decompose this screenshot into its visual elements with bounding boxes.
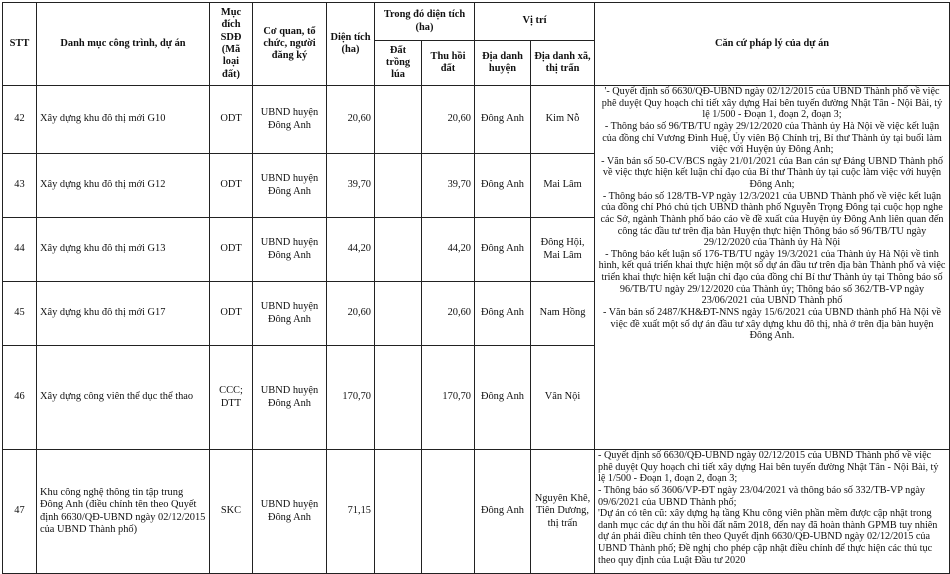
legal-basis-row-47 xyxy=(595,450,950,574)
land-use-project-table xyxy=(2,2,950,574)
legal-line: - Thông báo kết luận số 176-TB/TU ngày 19/3/2021 của Thành ủy Hà Nội về tình hình, kết quả triển khai thực hiện một số dự án đầu tư trên địa bàn Thành phố và việc triển khai thực hiện kết luận chỉ đạo của đồng chí Bí thư Thành ủy tại Thông báo số 96/TB/TU ngày 29/12/2020 của Thành ủy; Thông báo số 362/TB-VP ngày 23/06/2021 của UBND Thành phố xyxy=(598,248,946,307)
header-location: Vị trí xyxy=(475,3,595,41)
header-purpose: Mục đích SDĐ (Mã loại đất) xyxy=(210,3,253,86)
row-commune: Kim Nỗ xyxy=(531,86,595,154)
row-recovered: 170,70 xyxy=(422,346,475,450)
row-stt: 45 xyxy=(3,282,37,346)
header-project: Danh mục công trình, dự án xyxy=(37,3,210,86)
header-agency: Cơ quan, tổ chức, người đăng ký xyxy=(253,3,327,86)
row-purpose: ODT xyxy=(210,86,253,154)
row-district: Đông Anh xyxy=(475,282,531,346)
row-stt: 44 xyxy=(3,218,37,282)
row-project-name: Xây dựng khu đô thị mới G10 xyxy=(37,86,210,154)
row-rice-land xyxy=(375,218,422,282)
row-recovered: 39,70 xyxy=(422,154,475,218)
row-area: 20,60 xyxy=(327,86,375,154)
legal-line: 'Dự án có tên cũ: xây dựng hạ tầng Khu công viên phần mềm được cập nhật trong danh mục các dự án thu hồi đất năm 2018, đến nay đã hoàn thành GPMB tuy nhiên dự án phải điều chỉnh tên theo Quyết định 6630/QĐ-UBND ngày 02/12/2015 của UBND Thành phố; Đề nghị cho phép cập nhật điều chỉnh để thực hiện các thủ tục theo quy định của Luật Đầu tư 2020 xyxy=(598,508,938,566)
row-rice-land xyxy=(375,450,422,574)
row-district: Đông Anh xyxy=(475,450,531,574)
row-rice-land xyxy=(375,282,422,346)
table-row xyxy=(3,450,950,574)
row-area: 39,70 xyxy=(327,154,375,218)
legal-line: - Quyết định số 6630/QĐ-UBND ngày 02/12/2015 của UBND Thành phố về việc phê duyệt Quy hoạch chi tiết xây dựng Hai bên tuyến đường Nhật Tân - Nội Bài, tỷ lệ 1/500 - Đoạn 1, đoạn 2, đoạn 3; xyxy=(598,450,939,485)
header-in-which: Trong đó diện tích (ha) xyxy=(375,3,475,41)
row-stt: 43 xyxy=(3,154,37,218)
row-stt: 46 xyxy=(3,346,37,450)
row-commune: Nam Hồng xyxy=(531,282,595,346)
row-project-name: Xây dựng khu đô thị mới G17 xyxy=(37,282,210,346)
table-row xyxy=(3,86,950,154)
row-area: 71,15 xyxy=(327,450,375,574)
header-commune: Địa danh xã, thị trấn xyxy=(531,41,595,86)
legal-line: - Văn bản số 50-CV/BCS ngày 21/01/2021 của Ban cán sự Đảng UBND Thành phố về việc thực hiện kết luận chỉ đạo của Bí thư Thành ủy tại cuộc làm việc với huyện Đông Anh; xyxy=(601,155,943,190)
row-district: Đông Anh xyxy=(475,218,531,282)
row-purpose: SKC xyxy=(210,450,253,574)
row-purpose: CCC; DTT xyxy=(210,346,253,450)
row-purpose: ODT xyxy=(210,282,253,346)
legal-line: - Thông báo số 128/TB-VP ngày 12/3/2021 của UBND Thành phố về việc kết luận của đồng chí Phó chủ tịch UBND thành phố Nguyễn Trọng Đông tại cuộc họp nghe các Sở, ngành Thành phố báo cáo về đề xuất của Huyện ủy Đông Anh liên quan đến công tác đầu tư trên địa bàn Huyện thực hiện Thông báo số 96/TB/TU ngày 29/12/2020 của Thành ủy Hà Nội xyxy=(600,190,944,249)
row-project-name: Xây dựng khu đô thị mới G13 xyxy=(37,218,210,282)
row-area: 170,70 xyxy=(327,346,375,450)
legal-line: - Thông báo số 96/TB/TU ngày 29/12/2020 của Thành ủy Hà Nội về việc kết luận của đồng chí Vương Đình Huệ, Ủy viên Bộ Chính trị, Bí thư Thành ủy tại buổi làm việc với Huyện ủy Đông Anh; xyxy=(602,120,942,156)
header-stt: STT xyxy=(3,3,37,86)
row-district: Đông Anh xyxy=(475,86,531,154)
row-recovered: 44,20 xyxy=(422,218,475,282)
row-recovered: 20,60 xyxy=(422,86,475,154)
row-commune: Đông Hội, Mai Lâm xyxy=(531,218,595,282)
legal-basis-shared xyxy=(595,86,950,450)
row-rice-land xyxy=(375,346,422,450)
row-area: 44,20 xyxy=(327,218,375,282)
row-commune: Vân Nội xyxy=(531,346,595,450)
row-area: 20,60 xyxy=(327,282,375,346)
row-purpose: ODT xyxy=(210,218,253,282)
row-recovered xyxy=(422,450,475,574)
row-rice-land xyxy=(375,154,422,218)
legal-line: '- Quyết định số 6630/QĐ-UBND ngày 02/12/2015 của UBND Thành phố về việc phê duyệt Quy hoạch chi tiết xây dựng Hai bên tuyến đường Nhật Tân - Nội Bài, tỷ lệ 1/500 - Đoạn 1, đoạn 2, đoạn 3; xyxy=(601,86,943,121)
legal-line: - Văn bản số 2487/KH&ĐT-NNS ngày 15/6/2021 của UBND thành phố Hà Nội về việc đề xuất một số dự án đầu tư xây dựng khu đô thị, nhà ở trên địa bàn huyện Đông Anh. xyxy=(602,306,942,342)
row-agency: UBND huyện Đông Anh xyxy=(253,86,327,154)
row-commune: Mai Lâm xyxy=(531,154,595,218)
row-agency: UBND huyện Đông Anh xyxy=(253,218,327,282)
row-stt: 47 xyxy=(3,450,37,574)
row-district: Đông Anh xyxy=(475,154,531,218)
header-recovered: Thu hồi đất xyxy=(422,41,475,86)
legal-line: - Thông báo số 3606/VP-ĐT ngày 23/04/2021 và thông báo số 332/TB-VP ngày 09/6/2021 của UBND Thành phố; xyxy=(598,484,925,508)
row-commune: Nguyên Khê, Tiên Dương, thị trấn xyxy=(531,450,595,574)
header-legal: Căn cứ pháp lý của dự án xyxy=(595,3,950,86)
header-area: Diện tích (ha) xyxy=(327,3,375,86)
header-district: Địa danh huyện xyxy=(475,41,531,86)
header-rice-land: Đất trồng lúa xyxy=(375,41,422,86)
row-agency: UBND huyện Đông Anh xyxy=(253,450,327,574)
row-agency: UBND huyện Đông Anh xyxy=(253,346,327,450)
row-recovered: 20,60 xyxy=(422,282,475,346)
row-project-name: Xây dựng khu đô thị mới G12 xyxy=(37,154,210,218)
row-project-name: Khu công nghệ thông tin tập trung Đông Anh (điều chỉnh tên theo Quyết định 6630/QĐ-UBND ngày 02/12/2015 của UBND Thành phố) xyxy=(37,450,210,574)
row-agency: UBND huyện Đông Anh xyxy=(253,282,327,346)
row-purpose: ODT xyxy=(210,154,253,218)
row-stt: 42 xyxy=(3,86,37,154)
row-district: Đông Anh xyxy=(475,346,531,450)
row-project-name: Xây dựng công viên thể dục thể thao xyxy=(37,346,210,450)
row-agency: UBND huyện Đông Anh xyxy=(253,154,327,218)
row-rice-land xyxy=(375,86,422,154)
